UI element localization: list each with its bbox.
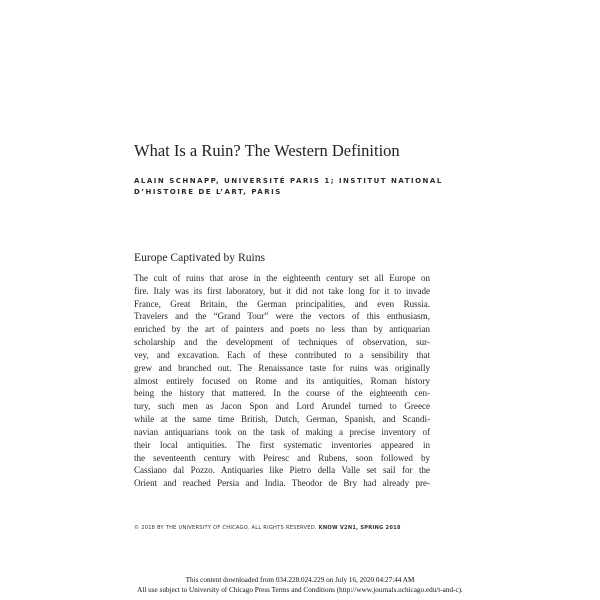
body-line: almost entirely focused on Rome and its antiquities, Roman history [134, 375, 430, 386]
body-line: the seventeenth century with Peiresc and Rubens, soon followed by [134, 452, 430, 463]
body-line: Cassiano dal Pozzo. Antiquaries like Pietro della Valle set sail for the [134, 465, 430, 476]
body-line: while at the same time British, Dutch, German, Spanish, and Scandi- [134, 414, 430, 425]
copyright-notice: © 2018 BY THE UNIVERSITY OF CHICAGO. ALL RIGHTS RESERVED. [134, 525, 317, 531]
body-line: enriched by the art of painters and poets no less than by antiquarian [134, 324, 430, 335]
body-line: The cult of ruins that arose in the eighteenth century set all Europe on [134, 273, 430, 283]
terms-notice-line: All use subject to University of Chicago Press Terms and Conditions (http://www.journals.uchicago.edu/t-and-c). [137, 586, 463, 594]
author-affiliation [134, 176, 444, 198]
body-line: Orient and reached Persia and India. Theodor de Bry had already pre- [134, 478, 430, 489]
article-title: What Is a Ruin? The Western Definition [134, 141, 400, 160]
body-line: grew and branched out. The Renaissance taste for ruins was originally [134, 362, 430, 373]
download-notice-line: This content downloaded from 034.228.024.229 on July 16, 2020 04:27:44 AM [185, 576, 415, 584]
download-notice [0, 575, 600, 595]
copyright-footer [134, 525, 430, 531]
body-text [134, 272, 430, 490]
body-line: fire. Italy was its first laboratory, but it did not take long for it to invade [134, 285, 430, 296]
body-line: vey, and excavation. Each of these contributed to a sensibility that [134, 349, 430, 360]
body-line: tury, such men as Jacon Spon and Lord Arundel turned to Greece [134, 401, 430, 412]
author-line: ALAIN SCHNAPP, UNIVERSITÉ PARIS 1; INSTITUT NATIONAL [134, 177, 443, 185]
body-line: navian antiquarians took on the task of making a precise inventory of [134, 426, 430, 437]
body-line: France, Great Britain, the German principalities, and even Russia. [134, 298, 430, 309]
section-heading: Europe Captivated by Ruins [134, 251, 266, 264]
body-line: their local antiquities. The first systematic inventories appeared in [134, 439, 430, 450]
body-line: Travelers and the “Grand Tour” were the vectors of this enthusiasm, [134, 311, 430, 322]
body-line: being the history that mattered. In the course of the eighteenth cen- [134, 388, 430, 399]
journal-issue: KNOW V2N1, SPRING 2018 [318, 525, 401, 531]
author-line: D’HISTOIRE DE L’ART, PARIS [134, 188, 282, 196]
body-line: scholarship and the development of techniques of observation, sur- [134, 337, 430, 348]
